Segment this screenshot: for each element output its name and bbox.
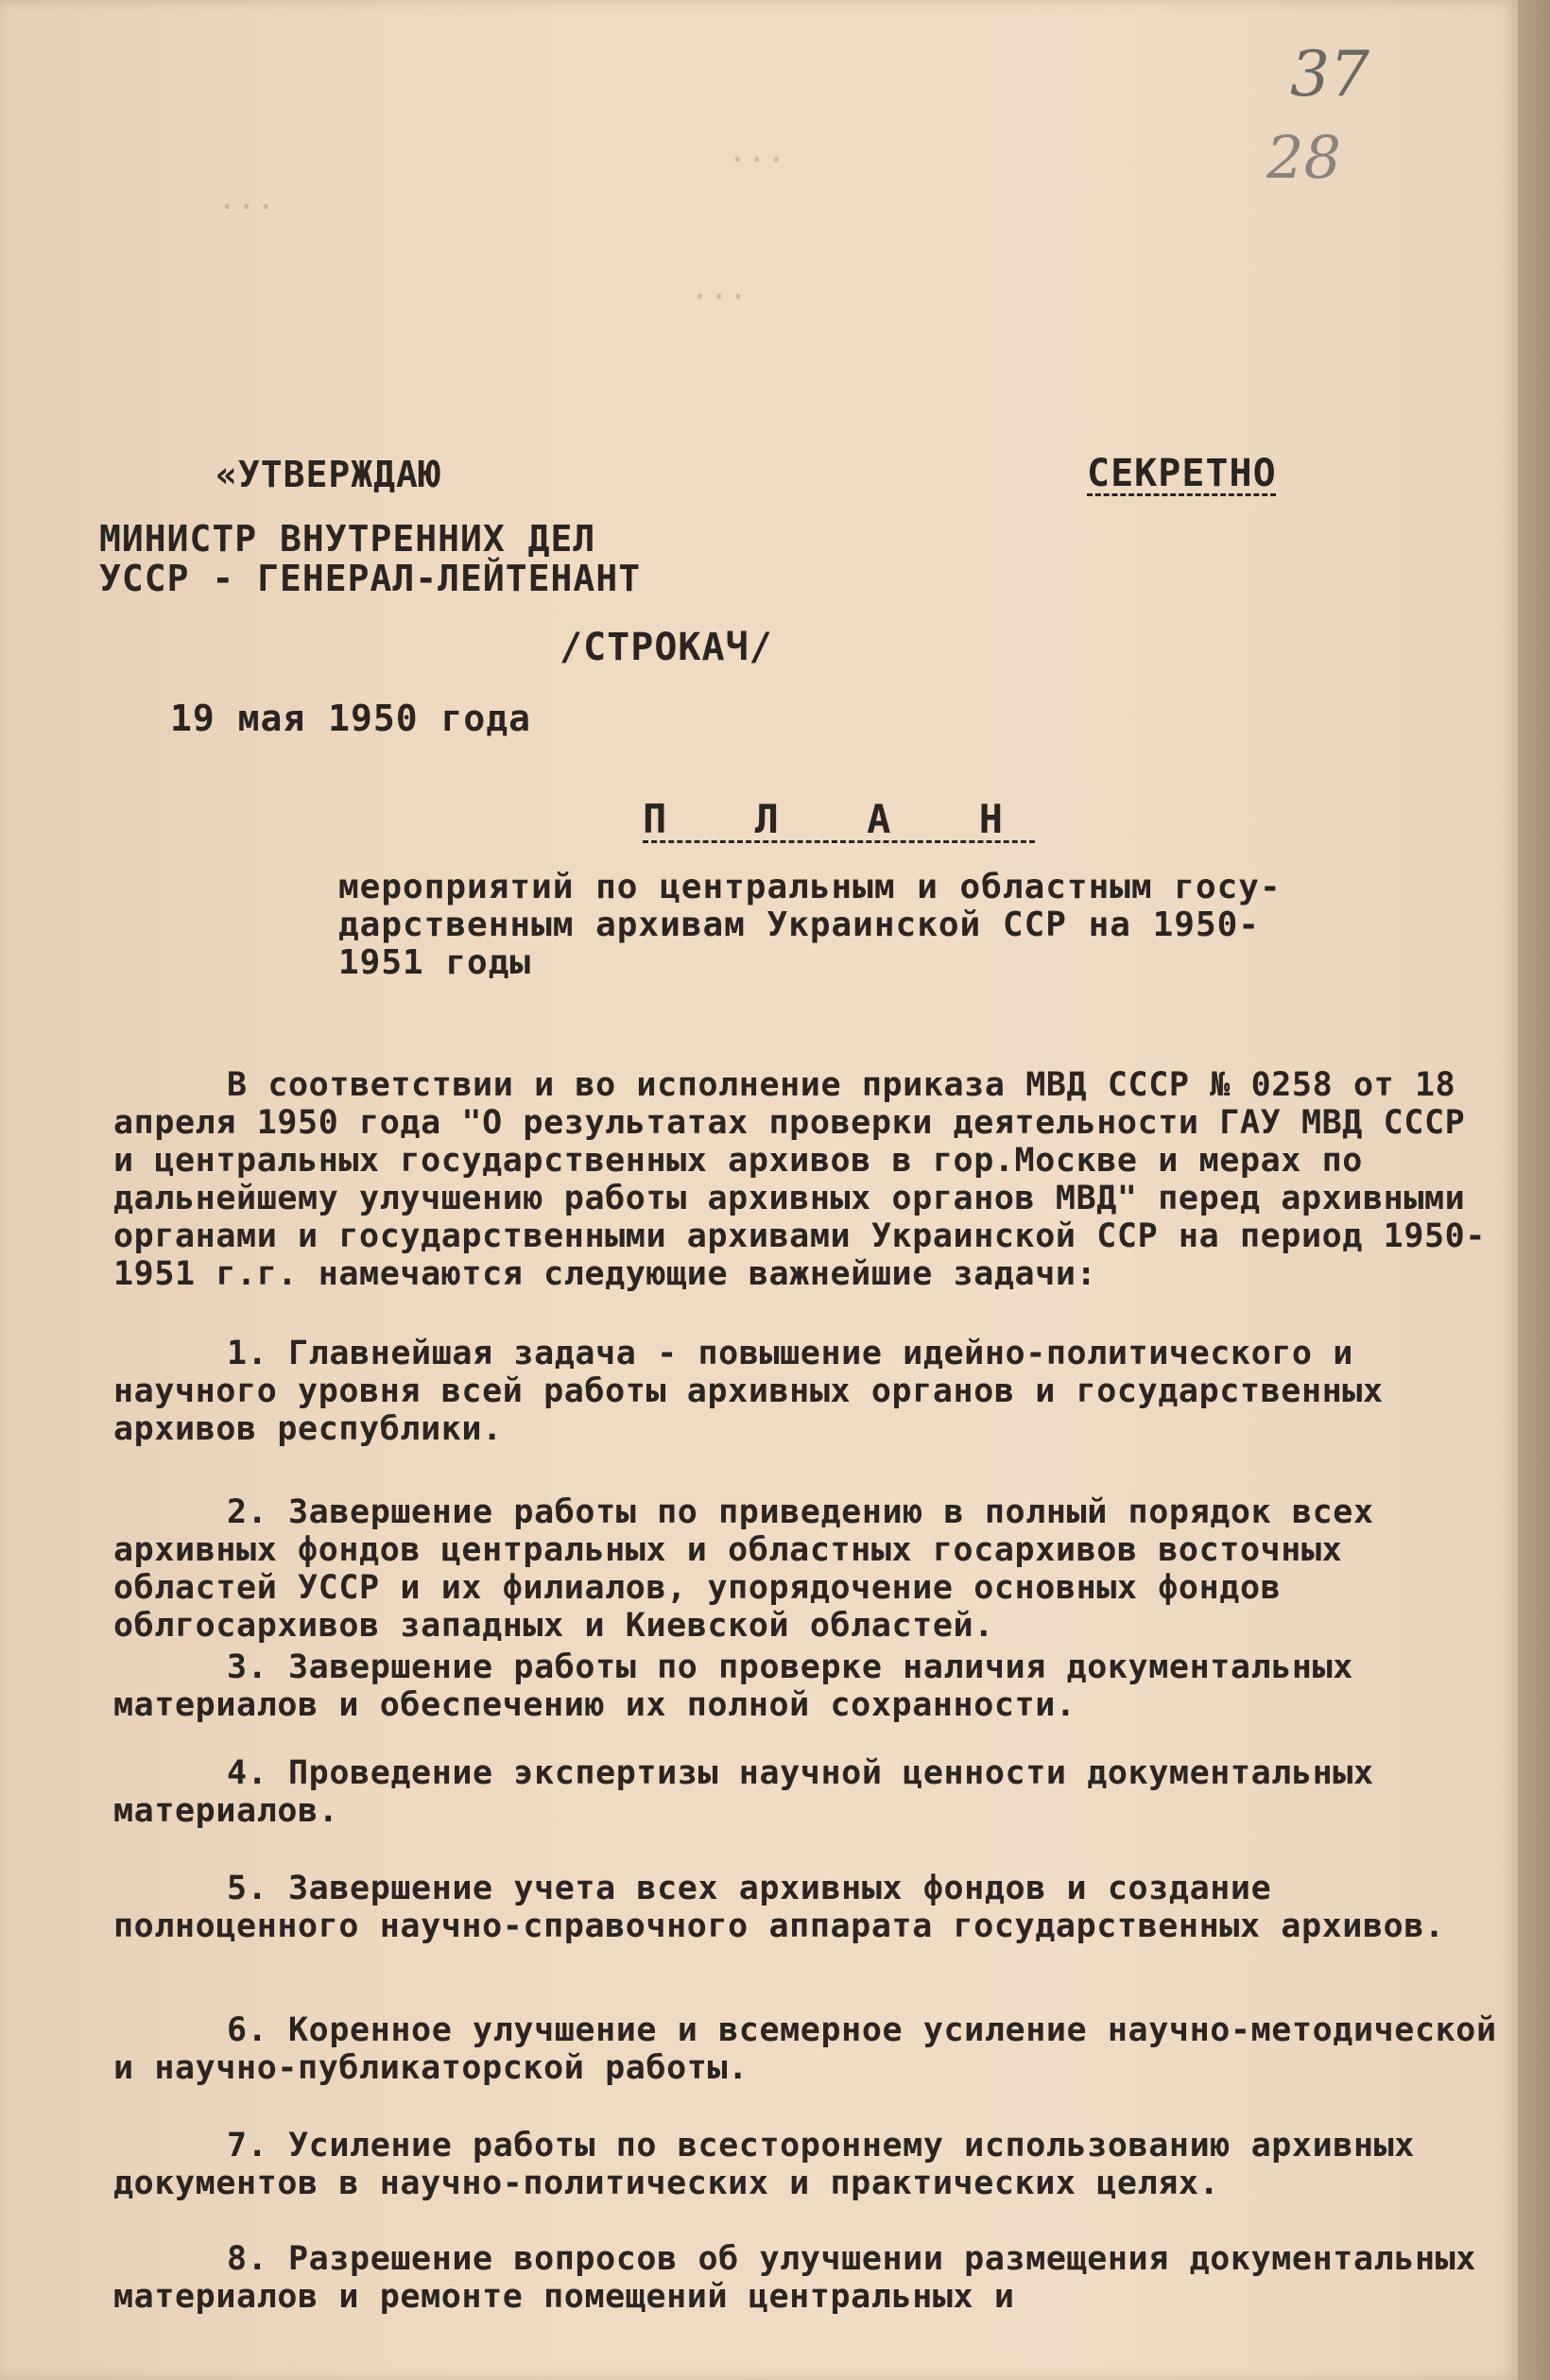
signatory-name: /СТРОКАЧ/ (560, 626, 773, 669)
faint-header-line-3: ... (690, 269, 749, 307)
task-item-5: 5. Завершение учета всех архивных фондов и создание полноценного научно-справочного аппарата государственных архивов. (113, 1870, 1445, 1945)
approval-date: 19 мая 1950 года (170, 698, 532, 739)
subtitle-line-3: 1951 годы (338, 943, 532, 982)
task-item-8: 8. Разрешение вопросов об улучшении размещения документальных материалов и ремонте помещений центральных и (113, 2240, 1476, 2316)
intro-paragraph: В соответствии и во исполнение приказа МВД СССР № 0258 от 18 апреля 1950 года "О результатах проверки деятельности ГАУ МВД СССР и центральных государственных архивов в гор.Москве и мерах по дальнейшему улучшению работы архивных органов МВД" перед архивными органами и государственными архивами Украинской ССР на период 1950-1951 г.г. намечаются следующие важнейшие задачи: (113, 1066, 1487, 1293)
subtitle-line-2: дарственным архивам Украинской ССР на 1950- (338, 905, 1260, 944)
document-title: П Л А Н (643, 796, 1036, 842)
task-item-6: 6. Коренное улучшение и всемерное усиление научно-методической и научно-публикаторской работы. (113, 2011, 1497, 2087)
folio-number-secondary: 28 (1266, 123, 1341, 192)
task-item-3: 3. Завершение работы по проверке наличия документальных материалов и обеспечению их полной сохранности. (113, 1648, 1353, 1724)
minister-title-line-2: УССР - ГЕНЕРАЛ-ЛЕЙТЕНАНТ (99, 558, 642, 599)
folio-number-primary: 37 (1290, 38, 1369, 111)
task-item-4: 4. Проведение экспертизы научной ценности документальных материалов. (113, 1754, 1374, 1830)
task-item-2: 2. Завершение работы по приведению в полный порядок всех архивных фондов центральных и областных госархивов восточных областей УССР и их филиалов, упорядочение основных фондов облгосархивов западных и Киевской областей. (113, 1493, 1374, 1645)
approval-heading: «УТВЕРЖДАЮ (215, 454, 441, 495)
faint-header-line-2: ... (217, 180, 276, 217)
classification-stamp: СЕКРЕТНО (1087, 452, 1277, 495)
minister-title-line-1: МИНИСТР ВНУТРЕННИХ ДЕЛ (99, 518, 596, 560)
faint-header-line-1: ... (728, 132, 786, 170)
task-item-7: 7. Усиление работы по всестороннему использованию архивных документов в научно-политических и практических целях. (113, 2127, 1415, 2202)
page-edge (1518, 0, 1550, 2380)
task-item-1: 1. Главнейшая задача - повышение идейно-политического и научного уровня всей работы архивных органов и государственных архивов республики. (113, 1335, 1384, 1448)
subtitle-line-1: мероприятий по центральным и областным госу- (338, 868, 1282, 906)
